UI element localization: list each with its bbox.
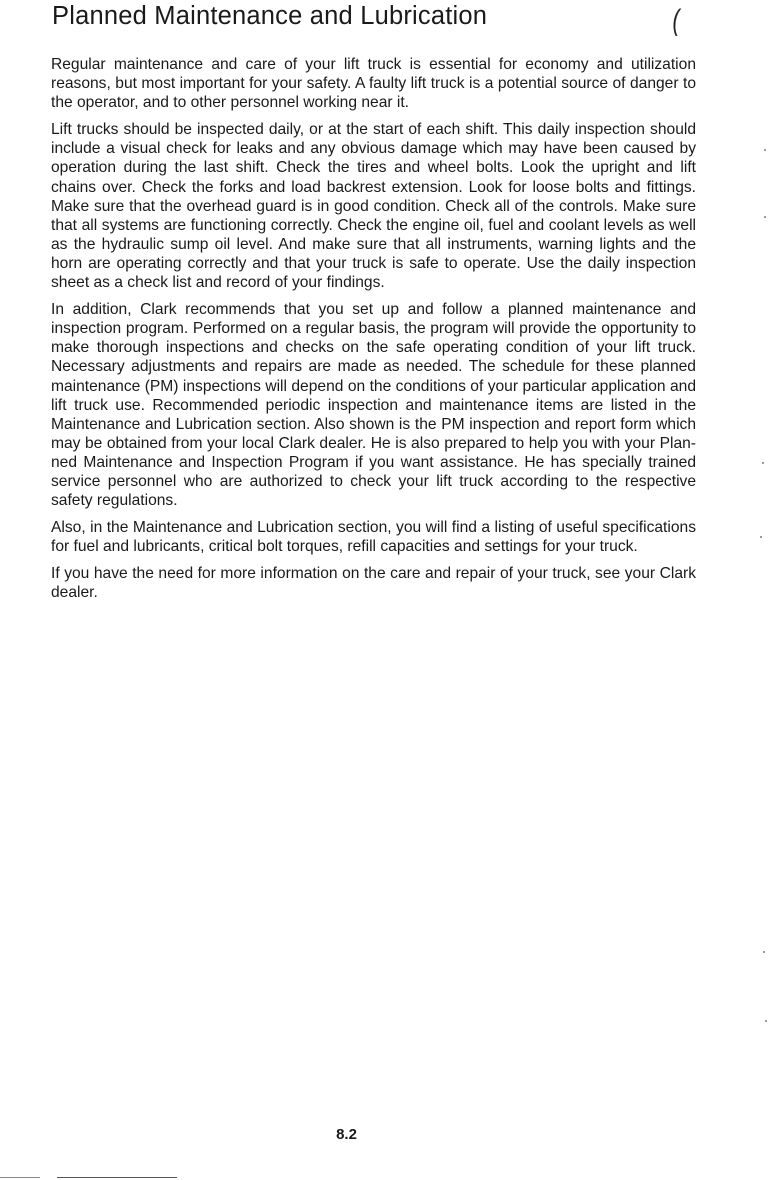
paragraph-daily-inspection: Lift trucks should be inspected daily, or at the start of each shift. This daily inspection should include a visual check for leaks and any obvious damage which may have been caused by operation during the last shift. Check the tires and wheel bolts. Look the upright and lift chains over. Check the forks and load backrest extension. Look for loose bolts and fittings. Make sure that the overhead guard is in good condition. Check all of the controls. Make sure that all systems are functioning correctly. Check the engine oil, fuel and coolant levels as well as the hydraulic sump oil level. And make sure that all instruments, warning lights and the horn are operating correctly and that your truck is safe to operate. Use the daily inspection sheet as a check list and record of your findings. bbox=[51, 121, 696, 292]
scan-speck bbox=[762, 462, 764, 464]
paragraph-specifications: Also, in the Maintenance and Lubrication section, you will find a listing of useful specifications for fuel and lubricants, critical bolt torques, refill capacities and settings for your truck. bbox=[51, 519, 696, 556]
scan-speck bbox=[764, 149, 766, 151]
page-title: Planned Maintenance and Lubrication bbox=[52, 2, 488, 30]
body-text bbox=[51, 55, 696, 611]
paragraph-intro: Regular maintenance and care of your lift truck is essential for economy and utilization reasons, but most important for your safety. A faulty lift truck is a potential source of danger to the operator, and to other personnel working near it. bbox=[51, 56, 696, 112]
paragraph-dealer: If you have the need for more information on the care and repair of your truck, see your Clark dealer. bbox=[51, 565, 696, 602]
footer-rule-left bbox=[0, 1177, 40, 1178]
scan-speck bbox=[763, 951, 765, 953]
page-number: 8.2 bbox=[336, 1126, 357, 1143]
paragraph-planned-maintenance: In addition, Clark recommends that you set up and follow a planned maintenance and inspection program. Performed on a regular basis, the program will provide the opportunity to make thorough inspections and checks on the safe operating condition of your lift truck. Necessary adjustments and repairs are made as needed. The schedule for these planned maintenance (PM) inspections will depend on the conditions of your particular application and lift truck use. Recommended periodic inspection and maintenance items are listed in the Maintenance and Lubrication section. Also shown is the PM inspection and report form which may be obtained from your local Clark dealer. He is also prepared to help you with your Planned Maintenance and Inspection Program if you want assistance. He has specially trained service personnel who are authorized to check your lift truck according to the respective safety regulations. bbox=[51, 301, 696, 510]
corner-bracket-mark: ( bbox=[672, 4, 680, 37]
scan-speck bbox=[764, 216, 766, 218]
footer-rule bbox=[57, 1177, 177, 1178]
scan-speck bbox=[760, 536, 762, 538]
scan-speck bbox=[765, 1020, 767, 1022]
